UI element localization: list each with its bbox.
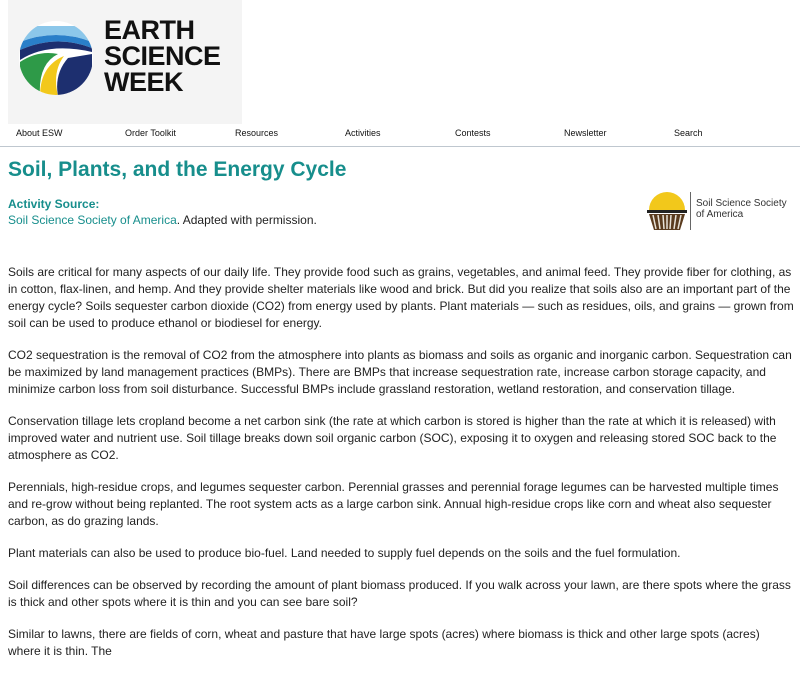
paragraph-3: Conservation tillage lets cropland become a net carbon sink (the rate at which carbon is stored is higher than the rate at which it is released) with improved water and nutrient use. Soil tillage breaks down soil organic carbon (SOC), exposing it to oxygen and releasing stored SOC back to the atmosphere as CO2. [8, 414, 777, 462]
sssa-name [696, 198, 806, 220]
nav-activities[interactable]: Activities [345, 128, 381, 138]
paragraph-2: CO2 sequestration is the removal of CO2 from the atmosphere into plants as biomass and soils as organic and inorganic carbon. Sequestration can be maximized by land management practices (BMPs). There are BMPs that increase sequestration rate, increase carbon storage capacity, and minimize carbon loss from soil disturbance. Successful BMPs include grassland restoration, wetland restoration, and conservation tillage. [8, 348, 792, 396]
paragraph-1: Soils are critical for many aspects of our daily life. They provide food such as grains, vegetables, and animal feed. They provide fiber for clothing, as in cotton, flax-linen, and hemp. And they provide shelter materials like wood and brick. But did you realize that soils also are an important part of the energy cycle? Soils sequester carbon dioxide (CO2) from energy used by plants. Plant materials — such as residues, oils, and grains — grown from soil can be used to produce ethanol or biodiesel for energy. [8, 265, 794, 330]
source-link[interactable]: Soil Science Society of America [8, 213, 177, 227]
nav-search[interactable]: Search [674, 128, 703, 138]
main-nav [0, 124, 800, 147]
logo-line-3: WEEK [104, 67, 183, 97]
nav-newsletter[interactable]: Newsletter [564, 128, 607, 138]
sssa-logo[interactable] [646, 190, 798, 232]
page-title: Soil, Plants, and the Energy Cycle [8, 158, 347, 181]
article-body [8, 264, 794, 675]
paragraph-6: Soil differences can be observed by recording the amount of plant biomass produced. If you walk across your lawn, are there spots where the grass is thick and other spots where it is thin and you can see bare soil? [8, 578, 791, 609]
site-header [8, 0, 242, 124]
paragraph-4: Perennials, high-residue crops, and legumes sequester carbon. Perennial grasses and perennial forage legumes can be harvested multiple times and re-grow without being replanted. The root system acts as a large carbon sink. Annual high-residue crops like corn and wheat also sequester carbon, as do grazing lands. [8, 480, 779, 528]
nav-resources[interactable]: Resources [235, 128, 279, 138]
paragraph-5: Plant materials can also be used to produce bio-fuel. Land needed to supply fuel depends on the soils and the fuel formulation. [8, 546, 681, 560]
activity-source-line [8, 213, 317, 227]
sssa-name-line-2: of America [696, 209, 744, 220]
site-logo-wordmark[interactable] [104, 17, 221, 95]
nav-about-esw[interactable]: About ESW [16, 128, 63, 138]
logo-line-1: EARTH [104, 15, 195, 45]
nav-contests[interactable]: Contests [455, 128, 491, 138]
paragraph-7: Similar to lawns, there are fields of corn, wheat and pasture that have large spots (acres) where biomass is thick and other large spots (acres) where it is thin. The [8, 627, 760, 658]
sssa-divider [690, 192, 691, 230]
logo-line-2: SCIENCE [104, 41, 221, 71]
earth-science-week-logo-icon[interactable] [18, 20, 94, 96]
activity-source-label: Activity Source: [8, 197, 100, 211]
source-note: . Adapted with permission. [176, 213, 317, 227]
nav-order-toolkit[interactable]: Order Toolkit [125, 128, 176, 138]
sssa-name-line-1: Soil Science Society [696, 198, 787, 209]
sssa-emblem-icon [646, 192, 688, 232]
